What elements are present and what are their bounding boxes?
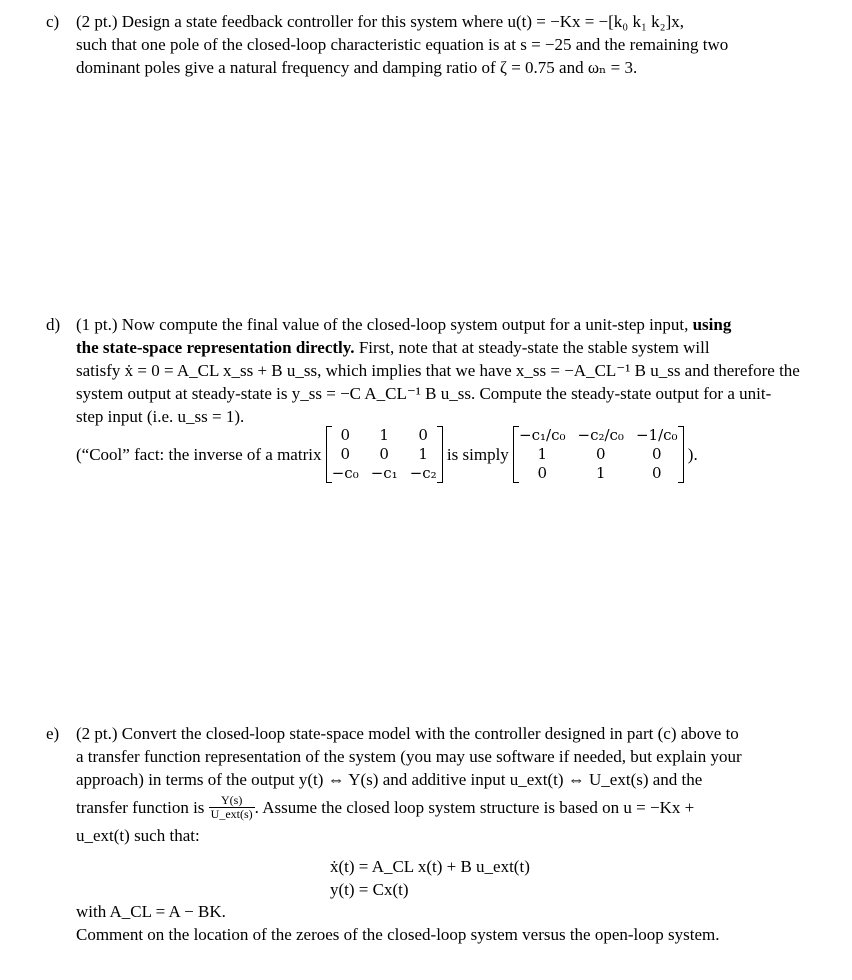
- part-d-emphasis-1: using: [692, 315, 732, 334]
- part-d-text-2: First, note that at steady-state the stable system will: [358, 338, 710, 357]
- matrix-inverse-cell: −c₂/c₀: [577, 426, 624, 444]
- matrix-a-right-bracket: [437, 426, 443, 483]
- part-c-line-2: such that one pole of the closed-loop characteristic equation is at s = −25 and the remaining two: [76, 35, 729, 54]
- part-e: [46, 722, 798, 847]
- part-e-points: (2 pt.): [76, 724, 118, 743]
- matrix-a-cell: 1: [379, 426, 389, 444]
- equation-state: ẋ(t) = A_CL x(t) + B u_ext(t): [330, 857, 530, 876]
- part-d-line-5: step input (i.e. u_ss = 1).: [76, 407, 245, 426]
- comment-line: Comment on the location of the zeroes of the closed-loop system versus the open-loop system.: [76, 925, 720, 944]
- part-d-line-2: [76, 336, 798, 359]
- cool-fact-suffix: ).: [687, 445, 698, 464]
- part-c-label: c): [46, 12, 60, 31]
- part-d-line-4: system output at steady-state is y_ss = −C A_CL⁻¹ B u_ss. Compute the steady-state output for a unit-: [76, 384, 772, 403]
- part-e-line-3: approach) in terms of the output y(t) ⇔ Y(s) and additive input u_ext(t) ⇔ U_ext(s) and the: [76, 770, 703, 789]
- part-e-line-4: [76, 794, 798, 824]
- part-d: [46, 313, 798, 428]
- part-e-label: e): [46, 724, 60, 743]
- matrix-a-cell: 1: [418, 445, 428, 463]
- tf-prefix: transfer function is: [76, 798, 205, 817]
- matrix-inverse-cell: 1: [595, 464, 606, 482]
- matrix-a-cell: 0: [418, 426, 428, 444]
- part-d-points: (1 pt.): [76, 315, 118, 334]
- matrix-inverse-cell: 0: [651, 464, 662, 482]
- matrix-inverse-left-bracket: [513, 426, 519, 483]
- part-c-line-1: [76, 10, 798, 33]
- matrix-inverse-right-bracket: [678, 426, 684, 483]
- matrix-a: [326, 426, 443, 483]
- matrix-inverse-cell: 0: [651, 445, 662, 463]
- tf-numerator: Y(s): [209, 794, 255, 808]
- with-acl-line: with A_CL = A − BK.: [76, 902, 226, 921]
- part-d-label: d): [46, 315, 61, 334]
- part-d-line-3: satisfy ẋ = 0 = A_CL x_ss + B u_ss, which implies that we have x_ss = −A_CL⁻¹ B u_ss and therefore the: [76, 361, 800, 380]
- matrix-a-cell: 0: [379, 445, 389, 463]
- part-e-text-1: Convert the closed-loop state-space model with the controller designed in part (c) above to: [121, 724, 739, 743]
- matrix-inverse-cell: 1: [537, 445, 548, 463]
- tf-suffix: . Assume the closed loop system structure is based on u = −Kx +: [254, 798, 695, 817]
- part-c: [46, 10, 798, 79]
- matrix-inverse-cell: −c₁/c₀: [519, 426, 566, 444]
- part-e-line-2: a transfer function representation of the system (you may use software if needed, but explain your: [76, 747, 742, 766]
- matrix-a-cell: −c₂: [409, 464, 437, 482]
- transfer-function-fraction: [209, 794, 255, 821]
- matrix-inverse-cell: −1/c₀: [635, 426, 678, 444]
- part-e-line-1: [76, 722, 798, 745]
- matrix-a-cell: 0: [340, 445, 350, 463]
- equation-output: y(t) = Cx(t): [330, 880, 409, 899]
- part-d-line-1: [76, 313, 798, 336]
- part-d-text-1: Now compute the final value of the closed-loop system output for a unit-step input,: [121, 315, 689, 334]
- is-simply-text: is simply: [446, 445, 509, 464]
- part-d-emphasis-2: the state-space representation directly.: [76, 338, 355, 357]
- matrix-inverse: [513, 426, 684, 483]
- matrix-inverse-cell: 0: [537, 464, 548, 482]
- matrix-inverse-cell: 0: [595, 445, 606, 463]
- matrix-a-cell: −c₀: [331, 464, 359, 482]
- cool-fact: [76, 426, 698, 483]
- tf-denominator: U_ext(s): [210, 807, 253, 821]
- matrix-a-left-bracket: [326, 426, 332, 483]
- part-c-points: (2 pt.): [76, 12, 118, 31]
- part-c-line-3: dominant poles give a natural frequency and damping ratio of ζ = 0.75 and ωₙ = 3.: [76, 58, 638, 77]
- matrix-a-cell: −c₁: [370, 464, 398, 482]
- part-c-text-1: Design a state feedback controller for this system where u(t) = −Kx = −[k₀ k₁ k₂]x,: [121, 12, 684, 31]
- matrix-a-cell: 0: [340, 426, 350, 444]
- cool-fact-prefix: (“Cool” fact: the inverse of a matrix: [76, 445, 322, 464]
- part-e-line-5: u_ext(t) such that:: [76, 826, 200, 845]
